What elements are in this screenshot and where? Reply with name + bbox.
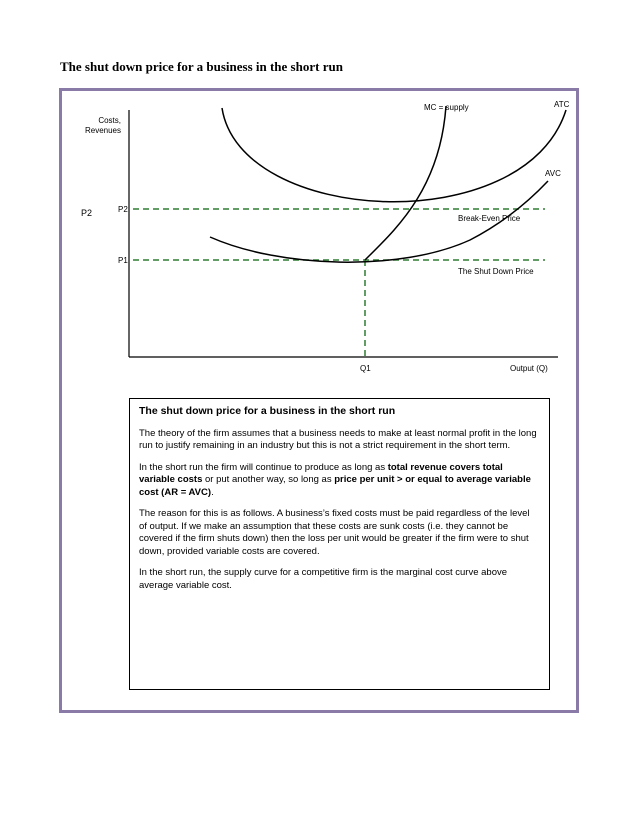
x-axis-label: Output (Q)	[510, 364, 548, 373]
q1-label: Q1	[360, 364, 371, 373]
p2-label: P2	[118, 205, 128, 214]
explanation-box	[129, 398, 550, 690]
explanation-paragraph-4: In the short run, the supply curve for a competitive firm is the marginal cost curve above average variable cost.	[139, 567, 508, 591]
outer-p2-label: P2	[81, 208, 93, 218]
page-title: The shut down price for a business in the short run	[60, 59, 343, 74]
mc-label: MC = supply	[424, 103, 469, 112]
explanation-title: The shut down price for a business in the short run	[139, 405, 396, 417]
p1-label: P1	[118, 256, 128, 265]
atc-curve	[222, 108, 566, 202]
explanation-paragraph-1: The theory of the firm assumes that a business needs to make at least normal profit in the long run to justify remaining in an industry but this is not a strict requirement in the short term.	[139, 427, 537, 451]
explanation-paragraph-3: The reason for this is as follows. A business’s fixed costs must be paid regardless of the level of output. If we make an assumption that these costs are sunk costs (i.e. they cannot be covered if the firm shuts down) then the loss per unit would be greater if the firm were to shut down, provided variable costs are covered.	[139, 508, 530, 557]
atc-label: ATC	[554, 100, 570, 109]
break-even-label: Break-Even Price	[458, 214, 521, 223]
shut-down-label: The Shut Down Price	[458, 267, 534, 276]
y-axis-label-line2: Revenues	[84, 126, 121, 135]
mc-curve	[365, 106, 446, 260]
explanation-paragraph-2: In the short run the firm will continue to produce as long as total revenue covers total variable costs or put another way, so long as price per unit > or equal to average variable cost (AR = AVC).	[139, 461, 531, 498]
avc-label: AVC	[545, 169, 561, 178]
y-axis-label-line1: Costs,	[98, 116, 121, 125]
